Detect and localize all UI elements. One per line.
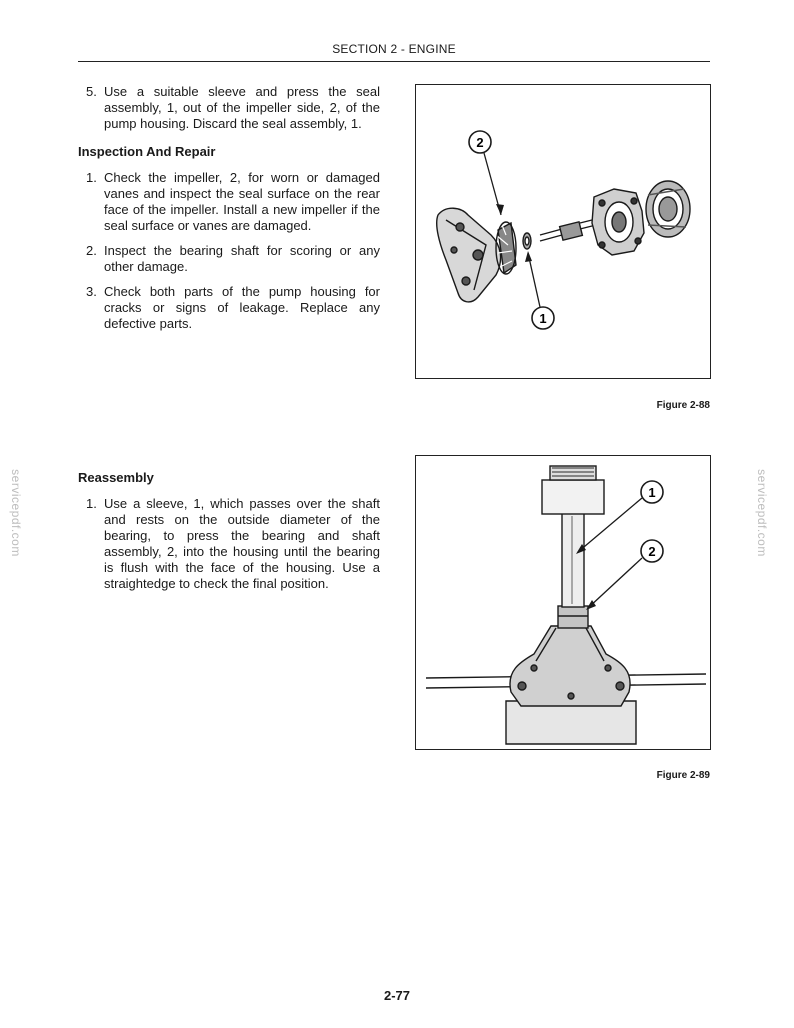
callout-1-label: 1 [648,485,656,500]
exploded-pump-drawing [416,85,710,378]
figure-2-89-illustration [415,455,711,750]
figure-2-88-caption: Figure 2-88 [656,400,710,411]
step-text: Check both parts of the pump housing for cracks or signs of leakage. Replace any defective parts. [104,284,380,331]
header-rule [78,61,710,62]
removal-step-5 [78,84,380,132]
press-bearing-drawing [416,456,710,749]
watermark-right: servicepdf.com [754,469,769,557]
step-text: Check the impeller, 2, for worn or damaged vanes and inspect the seal surface on the rear face of the impeller. Install a new impeller if the seal surface or vanes are damaged. [104,170,380,233]
page-number: 2-77 [383,988,411,1003]
inspection-step-1 [78,170,380,234]
figure-2-88-illustration [415,84,711,379]
figure-2-89-caption: Figure 2-89 [656,770,710,781]
callout-1-label: 1 [539,311,547,326]
step-number: 1. [86,496,97,511]
step-text: Use a suitable sleeve and press the seal assembly, 1, out of the impeller side, 2, of the pump housing. Discard the seal assembly, 1. [104,84,380,131]
removal-inspection-column [78,84,380,341]
reassembly-heading: Reassembly [78,470,154,485]
step-text: Inspect the bearing shaft for scoring or any other damage. [104,243,380,274]
reassembly-step-1 [78,496,380,592]
inspection-step-2 [78,243,380,275]
inspection-heading: Inspection And Repair [78,144,216,159]
step-number: 2. [86,243,97,258]
step-text: Use a sleeve, 1, which passes over the shaft and rests on the outside diameter of the bearing, to press the bearing and shaft assembly, 2, into the housing until the bearing is flush with the face of the housing. Use a straightedge to check the final position. [104,496,380,591]
step-number: 5. [86,84,97,99]
step-number: 3. [86,284,97,299]
section-header: SECTION 2 - ENGINE [332,42,456,56]
step-number: 1. [86,170,97,185]
watermark-left: servicepdf.com [8,469,23,557]
inspection-step-3 [78,284,380,332]
reassembly-column [78,470,380,601]
callout-2-label: 2 [648,544,656,559]
callout-2-label: 2 [476,135,484,150]
